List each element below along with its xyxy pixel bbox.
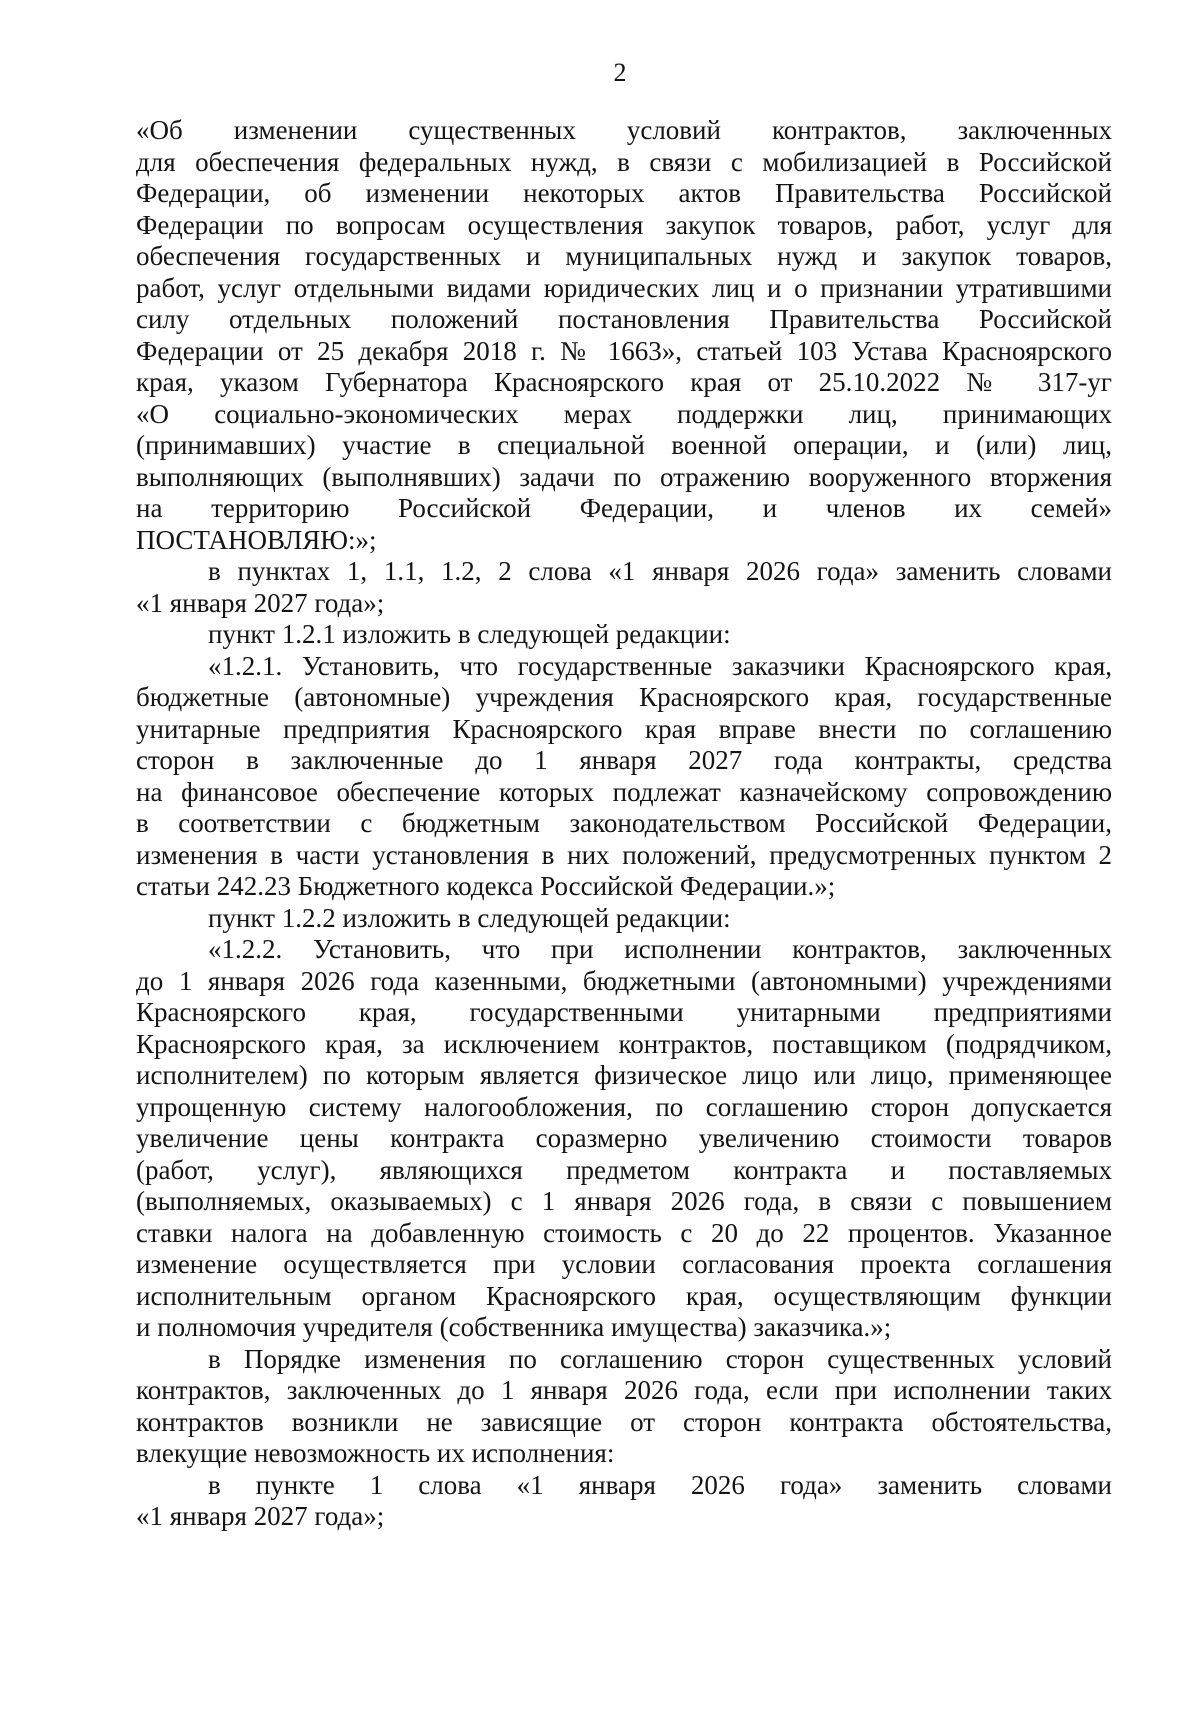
text-line: влекущие невозможность их исполнения: <box>136 1438 615 1468</box>
text-line: Федерации от 25 декабря 2018 г. № 1663», статьей 103 Устава Красноярского <box>136 335 1112 366</box>
text-line: увеличение цены контракта соразмерно увеличению стоимости товаров <box>136 1123 1112 1153</box>
text-line: в пункте 1 слова «1 января 2026 года» заменить словами <box>208 1469 1112 1500</box>
text-line: в пунктах 1, 1.1, 1.2, 2 слова «1 января 2026 года» заменить словами <box>208 556 1112 586</box>
text-line: (работ, услуг), являющихся предметом контракта и поставляемых <box>136 1154 1112 1185</box>
text-line: «Об изменении существенных условий контрактов, заключенных <box>136 115 1112 145</box>
text-line: и полномочия учредителя (собственника имущества) заказчика.»; <box>136 1312 892 1342</box>
text-line: упрощенную систему налогообложения, по соглашению сторон допускается <box>136 1091 1112 1122</box>
text-line: контрактов возникли не зависящие от сторон контракта обстоятельства, <box>136 1406 1112 1437</box>
text-line: до 1 января 2026 года казенными, бюджетными (автономными) учреждениями <box>136 965 1112 996</box>
text-line: обеспечения государственных и муниципальных нужд и закупок товаров, <box>136 241 1112 271</box>
text-line: «1 января 2027 года»; <box>136 1501 385 1531</box>
text-line: (принимавших) участие в специальной военной операции, и (или) лиц, <box>136 430 1112 460</box>
text-line: в Порядке изменения по соглашению сторон существенных условий <box>208 1343 1112 1374</box>
text-line: на территорию Российской Федерации, и членов их семей» <box>136 493 1112 523</box>
text-line: пункт 1.2.1 изложить в следующей редакции: <box>208 619 731 649</box>
text-line: «О социально-экономических мерах поддержки лиц, принимающих <box>136 398 1112 429</box>
text-line: в соответствии с бюджетным законодательством Российской Федерации, <box>136 808 1112 838</box>
text-line: «1.2.1. Установить, что государственные заказчики Красноярского края, <box>208 650 1112 681</box>
text-line: изменения в части установления в них положений, предусмотренных пунктом 2 <box>136 839 1112 870</box>
text-line: для обеспечения федеральных нужд, в связи с мобилизацией в Российской <box>136 146 1112 177</box>
text-line: контрактов, заключенных до 1 января 2026 года, если при исполнении таких <box>136 1375 1112 1405</box>
text-line: унитарные предприятия Красноярского края вправе внести по соглашению <box>136 713 1112 744</box>
text-line: ставки налога на добавленную стоимость с 20 до 22 процентов. Указанное <box>136 1217 1112 1248</box>
text-line: работ, услуг отдельными видами юридических лиц и о признании утратившими <box>136 272 1112 303</box>
text-line: «1.2.2. Установить, что при исполнении контрактов, заключенных <box>208 934 1112 964</box>
text-line: (выполняемых, оказываемых) с 1 января 2026 года, в связи с повышением <box>136 1186 1112 1216</box>
text-line: бюджетные (автономные) учреждения Красноярского края, государственные <box>136 682 1112 712</box>
text-line: пункт 1.2.2 изложить в следующей редакции: <box>208 902 731 933</box>
text-line: статьи 242.23 Бюджетного кодекса Российской Федерации.»; <box>136 871 836 901</box>
text-line: ПОСТАНОВЛЯЮ:»; <box>136 524 377 555</box>
text-line: Красноярского края, государственными унитарными предприятиями <box>136 997 1112 1027</box>
text-line: на финансовое обеспечение которых подлежат казначейскому сопровождению <box>136 776 1112 807</box>
text-line: Красноярского края, за исключением контрактов, поставщиком (подрядчиком, <box>136 1028 1112 1059</box>
page-number: 2 <box>613 58 627 87</box>
document-body <box>136 115 1112 1533</box>
text-line: края, указом Губернатора Красноярского края от 25.10.2022 № 317-уг <box>136 367 1112 397</box>
text-line: выполняющих (выполнявших) задачи по отражению вооруженного вторжения <box>136 461 1112 492</box>
text-line: силу отдельных положений постановления Правительства Российской <box>136 304 1112 334</box>
text-line: сторон в заключенные до 1 января 2027 года контракты, средства <box>136 745 1112 775</box>
text-line: исполнительным органом Красноярского края, осуществляющим функции <box>136 1280 1112 1311</box>
text-line: «1 января 2027 года»; <box>136 587 385 618</box>
text-line: изменение осуществляется при условии согласования проекта соглашения <box>136 1249 1112 1279</box>
text-line: Федерации по вопросам осуществления закупок товаров, работ, услуг для <box>136 209 1112 240</box>
text-line: исполнителем) по которым является физическое лицо или лицо, применяющее <box>136 1060 1112 1090</box>
text-line: Федерации, об изменении некоторых актов Правительства Российской <box>136 178 1112 208</box>
